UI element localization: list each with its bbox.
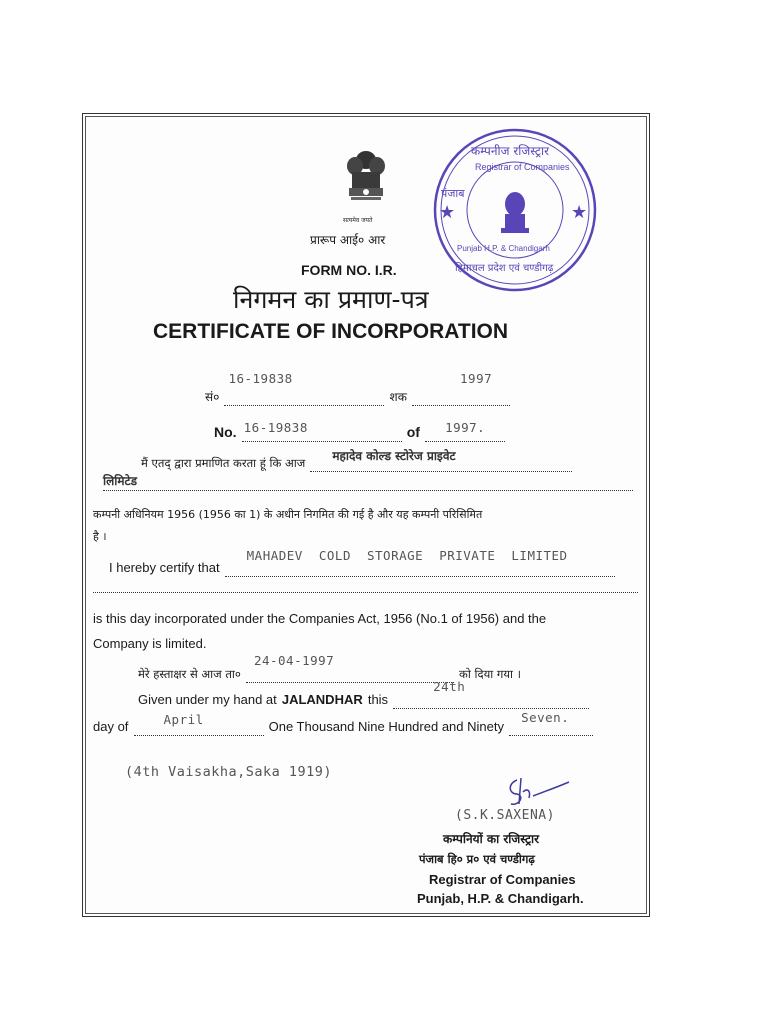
number-line-hindi: सं० 16-19838 शक 1997: [205, 386, 510, 406]
page-title: CERTIFICATE OF INCORPORATION: [153, 320, 509, 343]
form-number: FORM NO. I.R.: [301, 262, 397, 278]
certificate-number: 16-19838: [243, 420, 308, 435]
english-act-line2: Company is limited.: [93, 636, 207, 651]
hindi-act-line2: है ।: [93, 530, 107, 543]
company-name-hindi-cont: लिमिटेड: [103, 474, 137, 488]
signatory-region: Punjab, H.P. & Chandigarh.: [417, 891, 584, 906]
seal-text-inner: Punjab H.P. & Chandigarh: [457, 244, 550, 253]
company-name-hindi: महादेव कोल्ड स्टोरेज प्राइवेट: [332, 449, 456, 463]
signatory-title-hindi: कम्पनियों का रजिस्ट्रार: [443, 832, 540, 846]
given-year-word: Seven.: [521, 710, 570, 725]
signatory-title: Registrar of Companies: [429, 872, 576, 887]
seal-text-top: कम्पनीज रजिस्ट्रार: [471, 144, 549, 158]
number-line-english: No. 16-19838 of 1997.: [214, 422, 505, 442]
signatory-region-hindi: पंजाब हि० प्र० एवं चण्डीगढ़: [419, 852, 535, 866]
given-day: 24th: [433, 679, 466, 694]
title-hindi: निगमन का प्रमाण-पत्र: [233, 285, 429, 314]
hindi-given-line: मेरे हस्ताक्षर से आज ता० 24-04-1997 को दिया गया ।: [138, 653, 522, 681]
form-number-hindi: प्रारूप आई० आर: [310, 233, 386, 247]
svg-text:★: ★: [571, 202, 588, 223]
certificate-number-hindi: 16-19838: [228, 371, 293, 386]
blank-line: [93, 584, 638, 593]
seal-text-english: Registrar of Companies: [475, 162, 570, 172]
registrar-seal: [431, 126, 599, 294]
signatory-name: (S.K.SAXENA): [455, 808, 555, 823]
svg-text:★: ★: [439, 202, 456, 223]
company-name: MAHADEV COLD STORAGE PRIVATE LIMITED: [246, 548, 568, 563]
day-of-line: day of April One Thousand Nine Hundred and Ninety Seven.: [93, 716, 593, 736]
given-under-line: Given under my hand at JALANDHAR this 24th: [138, 689, 589, 709]
certificate-document: [82, 113, 650, 917]
year-english: 1997.: [445, 420, 486, 435]
place-name: JALANDHAR: [281, 692, 363, 707]
hindi-act-line: कम्पनी अधिनियम 1956 (1956 का 1) के अधीन निगमित की गई है और यह कम्पनी परिसिमित: [93, 508, 483, 521]
seal-text-left: पंजाब: [441, 187, 465, 200]
emblem-caption: सत्यमेव जयते: [343, 217, 373, 224]
saka-date: (4th Vaisakha,Saka 1919): [125, 764, 333, 780]
year-hindi: 1997: [460, 371, 493, 386]
english-certify-line: I hereby certify that MAHADEV COLD STORAGE PRIVATE LIMITED: [109, 557, 615, 577]
english-act-line: is this day incorporated under the Companies Act, 1956 (No.1 of 1956) and the: [93, 611, 547, 626]
seal-text-bottom: हिमाचल प्रदेश एवं चण्डीगढ़: [455, 263, 554, 274]
hindi-certify-line: मैं एतद् द्वारा प्रमाणित करता हूं कि आज महादेव कोल्ड स्टोरेज प्राइवेट: [141, 452, 572, 472]
given-date-hindi: 24-04-1997: [253, 653, 335, 668]
national-emblem-icon: [341, 146, 391, 216]
hindi-certify-line2: [103, 474, 633, 491]
given-month: April: [163, 712, 204, 727]
